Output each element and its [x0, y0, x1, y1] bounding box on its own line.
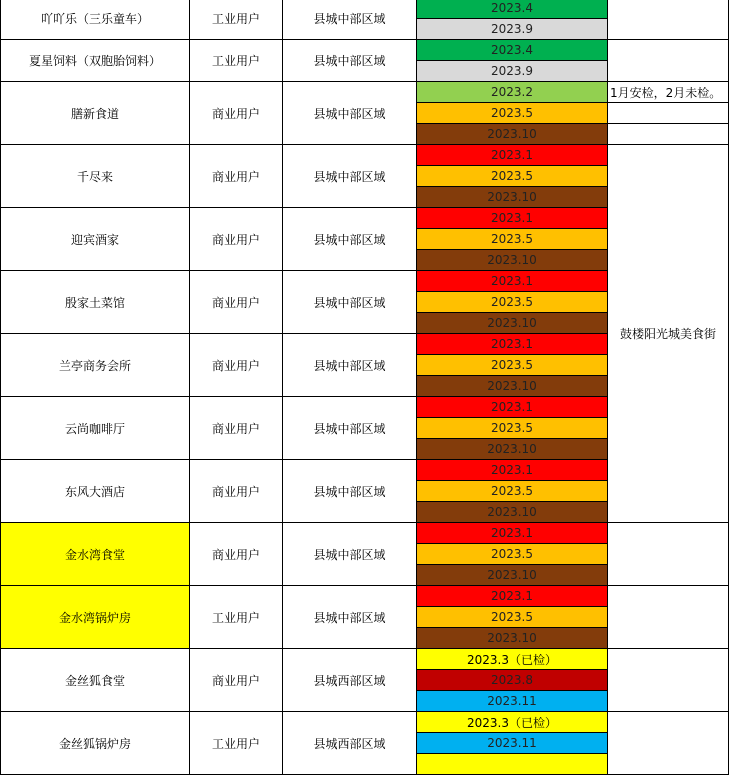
inspection-date-cell[interactable]: 2023.10 [417, 187, 608, 208]
customer-name-cell[interactable]: 夏星饲料（双胞胎饲料） [0, 40, 190, 82]
inspection-date-cell[interactable]: 2023.11 [417, 691, 608, 712]
inspection-dates [417, 208, 608, 271]
inspection-date-cell[interactable]: 2023.10 [417, 565, 608, 586]
area-cell[interactable]: 县城中部区域 [283, 40, 417, 82]
note-cell-food-street[interactable]: 鼓楼阳光城美食街 [608, 145, 729, 523]
inspection-date-cell[interactable] [417, 754, 608, 775]
customer-name-cell[interactable]: 吖吖乐（三乐童车） [0, 0, 190, 40]
inspection-date-cell[interactable]: 2023.5 [417, 166, 608, 187]
area-cell[interactable]: 县城中部区域 [283, 586, 417, 649]
inspection-dates [417, 82, 608, 145]
inspection-dates [417, 40, 608, 82]
user-type-cell[interactable]: 商业用户 [190, 82, 283, 145]
note-cell[interactable] [608, 103, 729, 124]
inspection-date-cell[interactable]: 2023.5 [417, 481, 608, 502]
customer-name-cell[interactable]: 东风大酒店 [0, 460, 190, 523]
area-cell[interactable]: 县城中部区域 [283, 523, 417, 586]
customer-name-cell[interactable]: 金丝狐锅炉房 [0, 712, 190, 775]
customer-name-cell[interactable]: 殷家土菜馆 [0, 271, 190, 334]
inspection-dates [417, 523, 608, 586]
inspection-date-cell[interactable]: 2023.1 [417, 523, 608, 544]
inspection-dates [417, 397, 608, 460]
inspection-date-cell[interactable]: 2023.5 [417, 607, 608, 628]
inspection-dates [417, 145, 608, 208]
area-cell[interactable]: 县城西部区域 [283, 649, 417, 712]
inspection-dates [417, 649, 608, 712]
inspection-date-cell[interactable]: 2023.11 [417, 733, 608, 754]
inspection-date-cell[interactable]: 2023.4 [417, 40, 608, 61]
customer-name-cell[interactable]: 金水湾锅炉房 [0, 586, 190, 649]
inspection-date-cell[interactable]: 2023.10 [417, 628, 608, 649]
inspection-date-cell[interactable]: 2023.8 [417, 670, 608, 691]
customer-name-cell[interactable]: 金水湾食堂 [0, 523, 190, 586]
inspection-date-cell[interactable]: 2023.10 [417, 439, 608, 460]
user-type-cell[interactable]: 工业用户 [190, 712, 283, 775]
customer-name-cell[interactable]: 兰亭商务会所 [0, 334, 190, 397]
inspection-date-cell[interactable]: 2023.2 [417, 82, 608, 103]
inspection-date-cell[interactable]: 2023.9 [417, 61, 608, 82]
user-type-cell[interactable]: 商业用户 [190, 208, 283, 271]
inspection-date-cell[interactable]: 2023.10 [417, 502, 608, 523]
area-cell[interactable]: 县城西部区域 [283, 712, 417, 775]
inspection-dates [417, 0, 608, 40]
user-type-cell[interactable]: 工业用户 [190, 0, 283, 40]
area-cell[interactable]: 县城中部区域 [283, 397, 417, 460]
customer-name-cell[interactable]: 云尚咖啡厅 [0, 397, 190, 460]
inspection-date-cell[interactable]: 2023.5 [417, 103, 608, 124]
inspection-dates [417, 460, 608, 523]
inspection-date-cell[interactable]: 2023.3（已检） [417, 712, 608, 733]
note-cell[interactable] [608, 586, 729, 649]
inspection-date-cell[interactable]: 2023.1 [417, 145, 608, 166]
inspection-date-cell[interactable]: 2023.10 [417, 313, 608, 334]
user-type-cell[interactable]: 工业用户 [190, 586, 283, 649]
area-cell[interactable]: 县城中部区域 [283, 82, 417, 145]
user-type-cell[interactable]: 商业用户 [190, 334, 283, 397]
inspection-dates [417, 334, 608, 397]
user-type-cell[interactable]: 商业用户 [190, 523, 283, 586]
inspection-date-cell[interactable]: 2023.5 [417, 544, 608, 565]
note-cell[interactable] [608, 40, 729, 82]
inspection-date-cell[interactable]: 2023.1 [417, 208, 608, 229]
user-type-cell[interactable]: 商业用户 [190, 460, 283, 523]
user-type-cell[interactable]: 商业用户 [190, 145, 283, 208]
note-cell[interactable] [608, 0, 729, 40]
area-cell[interactable]: 县城中部区域 [283, 334, 417, 397]
user-type-cell[interactable]: 工业用户 [190, 40, 283, 82]
inspection-date-cell[interactable]: 2023.10 [417, 250, 608, 271]
note-cell[interactable] [608, 124, 729, 145]
inspection-date-cell[interactable]: 2023.1 [417, 334, 608, 355]
customer-name-cell[interactable]: 膳新食道 [0, 82, 190, 145]
inspection-date-cell[interactable]: 2023.3（已检） [417, 649, 608, 670]
customer-name-cell[interactable]: 千尽来 [0, 145, 190, 208]
inspection-dates [417, 586, 608, 649]
inspection-date-cell[interactable]: 2023.4 [417, 0, 608, 19]
note-cell[interactable] [608, 712, 729, 775]
inspection-date-cell[interactable]: 2023.1 [417, 271, 608, 292]
area-cell[interactable]: 县城中部区域 [283, 271, 417, 334]
customer-name-cell[interactable]: 迎宾酒家 [0, 208, 190, 271]
inspection-date-cell[interactable]: 2023.5 [417, 418, 608, 439]
note-cell[interactable] [608, 649, 729, 712]
inspection-date-cell[interactable]: 2023.9 [417, 19, 608, 40]
area-cell[interactable]: 县城中部区域 [283, 208, 417, 271]
area-cell[interactable]: 县城中部区域 [283, 145, 417, 208]
inspection-date-cell[interactable]: 2023.5 [417, 229, 608, 250]
note-cell-shanxin[interactable]: 1月安检，2月未检。 [608, 82, 729, 103]
inspection-date-cell[interactable]: 2023.10 [417, 124, 608, 145]
inspection-date-cell[interactable]: 2023.5 [417, 292, 608, 313]
inspection-date-cell[interactable]: 2023.1 [417, 397, 608, 418]
inspection-dates [417, 271, 608, 334]
inspection-date-cell[interactable]: 2023.10 [417, 376, 608, 397]
user-type-cell[interactable]: 商业用户 [190, 649, 283, 712]
inspection-dates [417, 712, 608, 775]
area-cell[interactable]: 县城中部区域 [283, 460, 417, 523]
user-type-cell[interactable]: 商业用户 [190, 271, 283, 334]
user-type-cell[interactable]: 商业用户 [190, 397, 283, 460]
inspection-date-cell[interactable]: 2023.1 [417, 586, 608, 607]
note-cell[interactable] [608, 523, 729, 586]
customer-name-cell[interactable]: 金丝狐食堂 [0, 649, 190, 712]
area-cell[interactable]: 县城中部区域 [283, 0, 417, 40]
inspection-date-cell[interactable]: 2023.5 [417, 355, 608, 376]
inspection-date-cell[interactable]: 2023.1 [417, 460, 608, 481]
